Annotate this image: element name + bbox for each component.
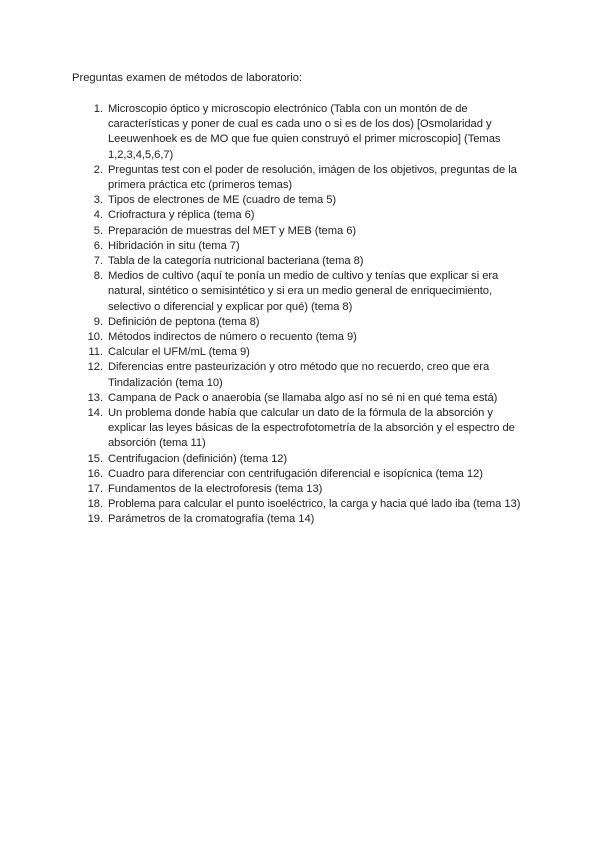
list-item-number: 11. — [88, 346, 103, 359]
list-item-text: Parámetros de la cromatografía (tema 14) — [108, 513, 315, 526]
list-item-text: Preguntas test con el poder de resolución, imágen de los objetivos, preguntas de la primera práctica etc (primeros temas) — [108, 163, 517, 192]
list-item — [72, 254, 532, 269]
list-item-text: Un problema donde había que calcular un dato de la fórmula de la absorción y explicar las leyes básicas de la espectrofotometría de la absorción y el espectro de absorción (tema 11) — [108, 407, 515, 450]
list-item — [72, 482, 532, 497]
list-item — [72, 512, 532, 527]
document-title: Preguntas examen de métodos de laboratorio: — [72, 72, 303, 84]
list-item — [72, 224, 532, 239]
list-item — [72, 163, 532, 193]
list-item-text: Criofractura y réplica (tema 6) — [108, 209, 255, 222]
list-item-number: 1. — [93, 103, 103, 115]
list-item-text: Definición de peptona (tema 8) — [108, 315, 260, 328]
list-item-number: 3. — [93, 194, 103, 207]
list-item — [72, 102, 532, 163]
list-item-number: 6. — [93, 239, 103, 252]
list-item — [72, 497, 532, 512]
list-item-text: Diferencias entre pasteurización y otro método que no recuerdo, creo que era Tindalización (tema 10) — [108, 361, 490, 389]
list-item-number: 19. — [87, 513, 103, 526]
list-item-number: 9. — [93, 315, 103, 328]
list-item — [72, 467, 532, 482]
list-item — [72, 406, 532, 452]
list-item-text: Cuadro para diferenciar con centrifugación diferencial e isopícnica (tema 12) — [108, 467, 483, 480]
list-item-number: 16. — [87, 467, 103, 480]
list-item — [72, 208, 532, 223]
list-item-number: 5. — [93, 224, 103, 237]
list-item-number: 17. — [87, 483, 103, 496]
list-item-number: 2. — [93, 163, 103, 176]
list-item-text: Microscopio óptico y microscopio electrónico (Tabla con un montón de de características y poner de cual es cada uno o si es de los dos) [Osmolaridad y Leeuwenhoek es de MO que fue quien construyó el primer microscopio] (Temas 1,2,3,4,5,6,7) — [108, 103, 501, 161]
list-item-text: Campana de Pack o anaerobia (se llamaba algo así no sé ni en qué tema está) — [108, 391, 498, 404]
list-item-number: 7. — [93, 255, 103, 268]
list-item-number: 4. — [93, 209, 103, 222]
list-item — [72, 239, 532, 254]
list-item-number: 13. — [87, 391, 103, 404]
list-item-text: Fundamentos de la electroforesis (tema 13) — [108, 483, 323, 496]
list-item-text: Calcular el UFM/mL (tema 9) — [108, 346, 250, 359]
list-item — [72, 360, 532, 390]
list-item — [72, 330, 532, 345]
list-item-number: 18. — [87, 498, 103, 511]
list-item-text: Tabla de la categoría nutricional bacteriana (tema 8) — [108, 255, 364, 268]
list-item-text: Medios de cultivo (aquí te ponía un medio de cultivo y tenías que explicar si era natural, sintético o semisintético y si era un medio general de enriquecimiento, selectivo o diferencial y explicar por qué) (tema 8) — [108, 270, 499, 313]
list-item — [72, 391, 532, 406]
list-item-text: Métodos indirectos de número o recuento (tema 9) — [108, 331, 357, 344]
list-item — [72, 452, 532, 467]
list-item — [72, 193, 532, 208]
list-item-text: Problema para calcular el punto isoeléctrico, la carga y hacia qué lado iba (tema 13) — [108, 498, 521, 511]
list-item-text: Tipos de electrones de ME (cuadro de tema 5) — [108, 194, 337, 207]
list-item — [72, 345, 532, 360]
question-list — [72, 102, 532, 528]
list-item-number: 8. — [93, 270, 103, 283]
list-item-text: Hibridación in situ (tema 7) — [108, 239, 240, 252]
list-item-number: 10. — [87, 331, 103, 344]
list-item-number: 12. — [87, 361, 103, 374]
list-item-text: Preparación de muestras del MET y MEB (tema 6) — [108, 224, 357, 237]
list-item-text: Centrifugacion (definición) (tema 12) — [108, 452, 288, 465]
list-item-number: 14. — [87, 407, 103, 420]
list-item — [72, 269, 532, 315]
list-item — [72, 315, 532, 330]
list-item-number: 15. — [87, 452, 103, 465]
